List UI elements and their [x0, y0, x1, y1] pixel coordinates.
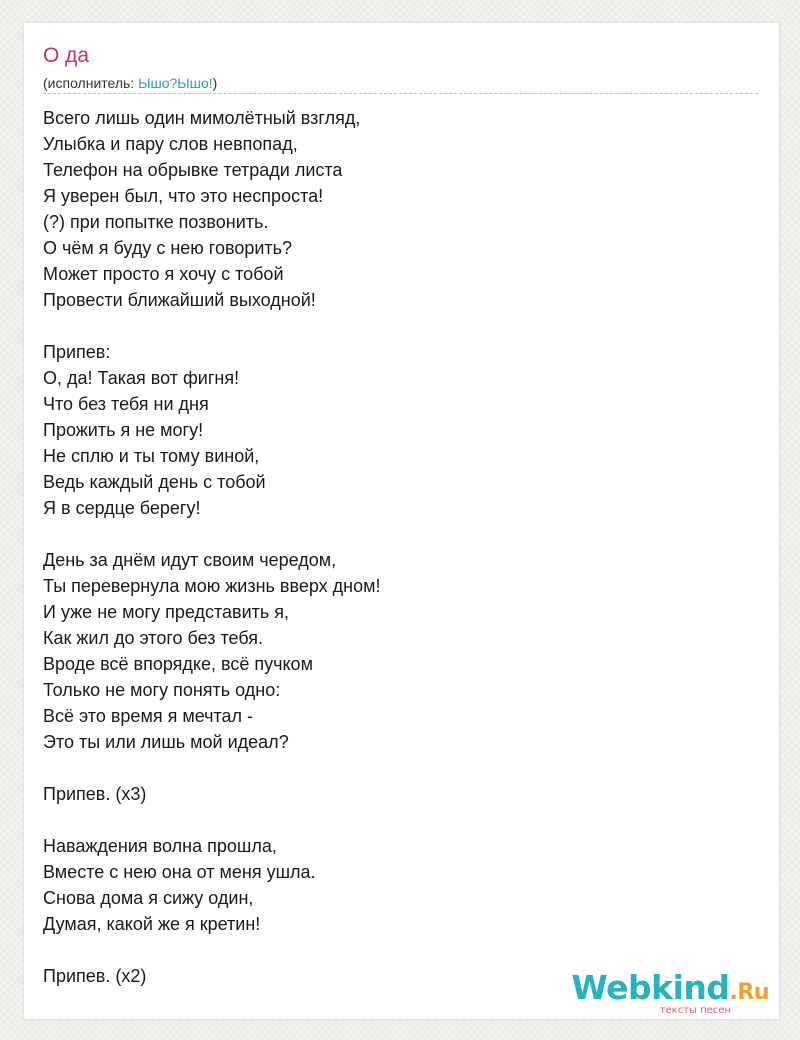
- lyric-line: Может просто я хочу с тобой: [43, 264, 284, 284]
- song-title: О да: [43, 44, 90, 67]
- lyric-line: Припев. (x3): [43, 784, 147, 804]
- lyric-line: Вместе с нею она от меня ушла.: [43, 862, 316, 882]
- stanza-gap: [43, 807, 743, 833]
- lyric-line: Думая, какой же я кретин!: [43, 914, 261, 934]
- lyric-line: Всего лишь один мимолётный взгляд,: [43, 108, 361, 128]
- lyrics-card: [23, 22, 780, 1020]
- lyric-line: Улыбка и пару слов невпопад,: [43, 134, 298, 154]
- lyric-line: Это ты или лишь мой идеал?: [43, 732, 289, 752]
- lyric-line: Я в сердце берегу!: [43, 498, 201, 518]
- lyric-line: Всё это время я мечтал -: [43, 706, 254, 726]
- lyric-line: Не сплю и ты тому виной,: [43, 446, 260, 466]
- artist-link[interactable]: Ышо?Ышо!: [138, 75, 213, 91]
- artist-line: [43, 74, 217, 92]
- lyric-line: Наваждения волна прошла,: [43, 836, 277, 856]
- logo-tld: .Ru: [729, 980, 769, 1005]
- lyric-line: (?) при попытке позвонить.: [43, 212, 269, 232]
- lyric-line: Припев:: [43, 342, 111, 362]
- lyric-line: Ведь каждый день с тобой: [43, 472, 266, 492]
- stanza-gap: [43, 521, 743, 547]
- artist-prefix: (исполнитель:: [43, 75, 139, 91]
- lyric-line: Я уверен был, что это неспроста!: [43, 186, 324, 206]
- lyric-line: Только не могу понять одно:: [43, 680, 281, 700]
- lyric-line: День за днём идут своим чередом,: [43, 550, 337, 570]
- lyric-line: Ты перевернула мою жизнь вверх дном!: [43, 576, 381, 596]
- lyric-line: Телефон на обрывке тетради листа: [43, 160, 343, 180]
- logo-brand: Webkind: [571, 968, 730, 1007]
- lyric-line: И уже не могу представить я,: [43, 602, 290, 622]
- lyric-line: О, да! Такая вот фигня!: [43, 368, 240, 388]
- lyric-line: Что без тебя ни дня: [43, 394, 209, 414]
- stanza-gap: [43, 937, 743, 963]
- title-divider: [43, 93, 758, 94]
- lyric-line: Как жил до этого без тебя.: [43, 628, 263, 648]
- logo-tagline: тексты песен: [659, 1005, 731, 1016]
- lyric-line: Вроде всё впорядке, всё пучком: [43, 654, 313, 674]
- lyrics-text: [43, 105, 743, 989]
- site-logo[interactable]: [571, 970, 769, 1016]
- lyric-line: Прожить я не могу!: [43, 420, 204, 440]
- lyric-line: Провести ближайший выходной!: [43, 290, 316, 310]
- lyric-line: О чём я буду с нею говорить?: [43, 238, 293, 258]
- artist-suffix: ): [212, 75, 218, 91]
- lyric-line: Снова дома я сижу один,: [43, 888, 254, 908]
- stanza-gap: [43, 755, 743, 781]
- stanza-gap: [43, 313, 743, 339]
- lyric-line: Припев. (x2): [43, 966, 147, 986]
